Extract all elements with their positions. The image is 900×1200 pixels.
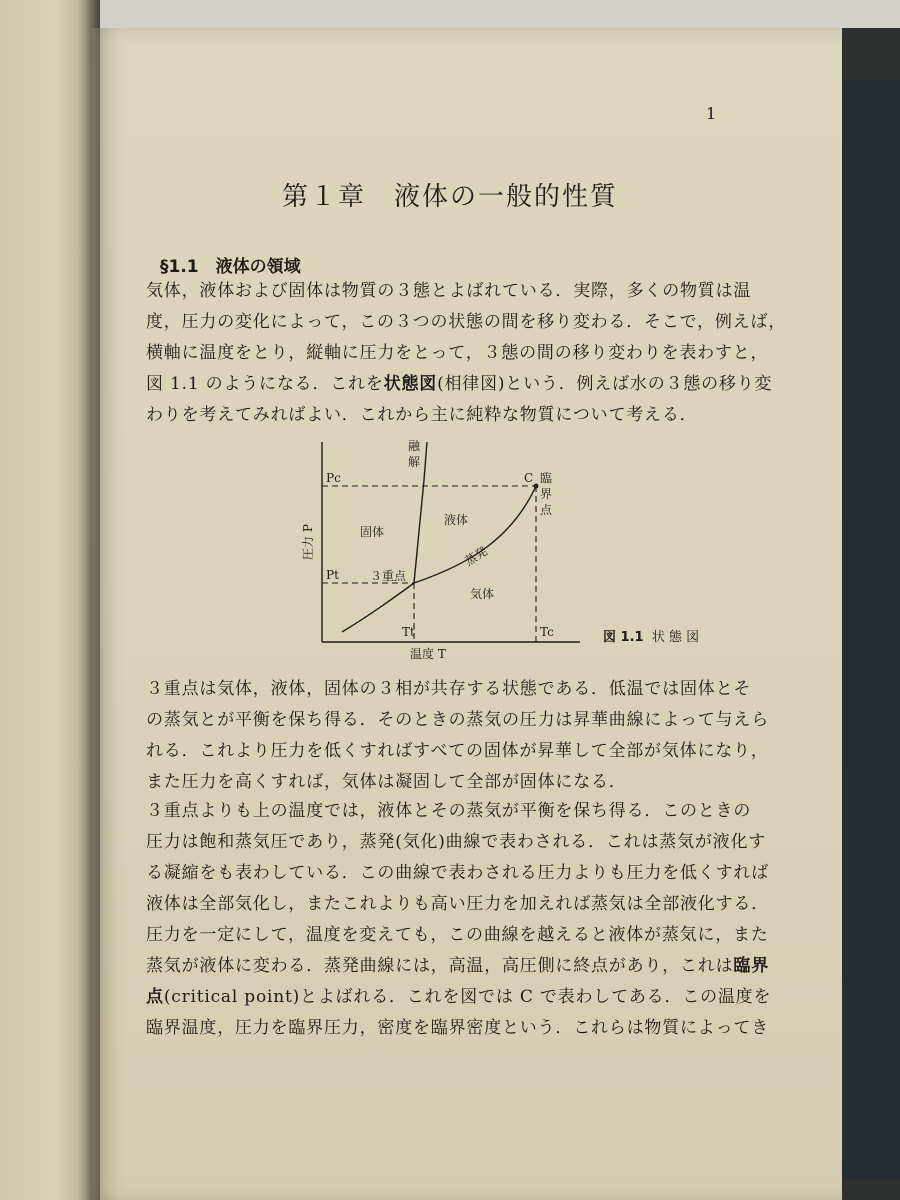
text-line: ３重点よりも上の温度では，液体とその蒸気が平衡を保ち得る．このときの xyxy=(146,801,752,821)
text-line xyxy=(146,369,773,400)
text-line: の蒸気とが平衡を保ち得る．そのときの蒸気の圧力は昇華曲線によって与えら xyxy=(146,710,769,730)
critical-label-2: 界 xyxy=(540,487,553,501)
melting-label-1: 融 xyxy=(408,439,421,453)
text-line: 液体は全部気化し，またこれよりも高い圧力を加えれば蒸気は全部液化する． xyxy=(146,894,769,914)
c-label: C xyxy=(524,471,534,485)
critical-point-marker xyxy=(534,484,539,489)
text-line: 臨界温度，圧力を臨界圧力，密度を臨界密度という．これらは物質によってき xyxy=(146,1018,769,1038)
y-axis-label: 圧力 P xyxy=(301,524,315,560)
evaporation-curve xyxy=(414,486,536,583)
melting-label-2: 解 xyxy=(408,455,421,469)
section-title: §1.1 液体の領域 xyxy=(160,257,301,277)
critical-label-3: 点 xyxy=(540,503,553,517)
bold-term: 臨界 xyxy=(733,956,770,976)
figure-caption xyxy=(603,626,699,645)
text-line xyxy=(146,951,770,982)
bold-term: 状態図 xyxy=(383,374,438,394)
tc-label: Tc xyxy=(540,625,554,639)
book-cover-edge xyxy=(842,80,900,1180)
page-number: 1 xyxy=(706,104,717,123)
text-line: 横軸に温度をとり，縦軸に圧力をとって，３態の間の移り変わりを表わすと， xyxy=(146,343,769,363)
text-line xyxy=(146,982,770,1013)
text-line: る凝縮をも表わしている．この曲線で表わされる圧力よりも圧力を低くすれば xyxy=(146,863,769,883)
caption-number: 図 1.1 xyxy=(603,630,644,645)
critical-label-1: 臨 xyxy=(540,471,553,485)
paragraph-evaporation xyxy=(146,796,770,1044)
liquid-label: 液体 xyxy=(444,513,469,527)
solid-label: 固体 xyxy=(360,525,385,539)
pc-label: Pc xyxy=(326,471,341,485)
caption-text: 状 態 図 xyxy=(651,630,700,645)
pt-label: Pt xyxy=(326,568,339,582)
text-line: 圧力は飽和蒸気圧であり，蒸発(気化)曲線で表わされる．これは蒸気が液化す xyxy=(146,832,767,852)
background xyxy=(100,0,900,28)
tt-label: Tt xyxy=(402,625,415,639)
text-line: 気体，液体および固体は物質の３態とよばれている．実際，多くの物質は温 xyxy=(146,281,752,301)
gas-label: 気体 xyxy=(470,587,495,601)
text-line: 圧力を一定にして，温度を変えても，この曲線を越えると液体が蒸気に，また xyxy=(146,925,769,945)
bold-term: 点 xyxy=(146,987,164,1007)
text-line: ３重点は気体，液体，固体の３相が共存する状態である．低温では固体とそ xyxy=(146,679,752,699)
text-segment: (critical point)とよばれる．これを図では C で表わしてある．この温度を xyxy=(163,987,772,1007)
evaporation-label: 蒸発 xyxy=(462,543,490,569)
paragraph-triple-point xyxy=(146,674,770,798)
triple-point-label: ３重点 xyxy=(370,569,407,583)
text-line: 度，圧力の変化によって，この３つの状態の間を移り変わる．そこで，例えば， xyxy=(146,312,787,332)
paragraph-intro xyxy=(146,276,787,431)
text-line: れる．これより圧力を低くすればすべての固体が昇華して全部が気体になり， xyxy=(146,741,769,761)
chapter-title: 第１章 液体の一般的性質 xyxy=(281,182,618,212)
text-segment: 蒸気が液体に変わる．蒸発曲線には，高温，高圧側に終点があり，これは xyxy=(146,956,734,976)
text-line: また圧力を高くすれば，気体は凝固して全部が固体になる． xyxy=(146,772,627,792)
text-line: わりを考えてみればよい．これから主に純粋な物質について考える． xyxy=(146,405,698,425)
text-segment: (相律図)という．例えば水の３態の移り変 xyxy=(437,374,773,394)
x-axis-label: 温度 T xyxy=(410,647,446,661)
text-segment: 図 1.1 のようになる．これを xyxy=(146,374,384,394)
